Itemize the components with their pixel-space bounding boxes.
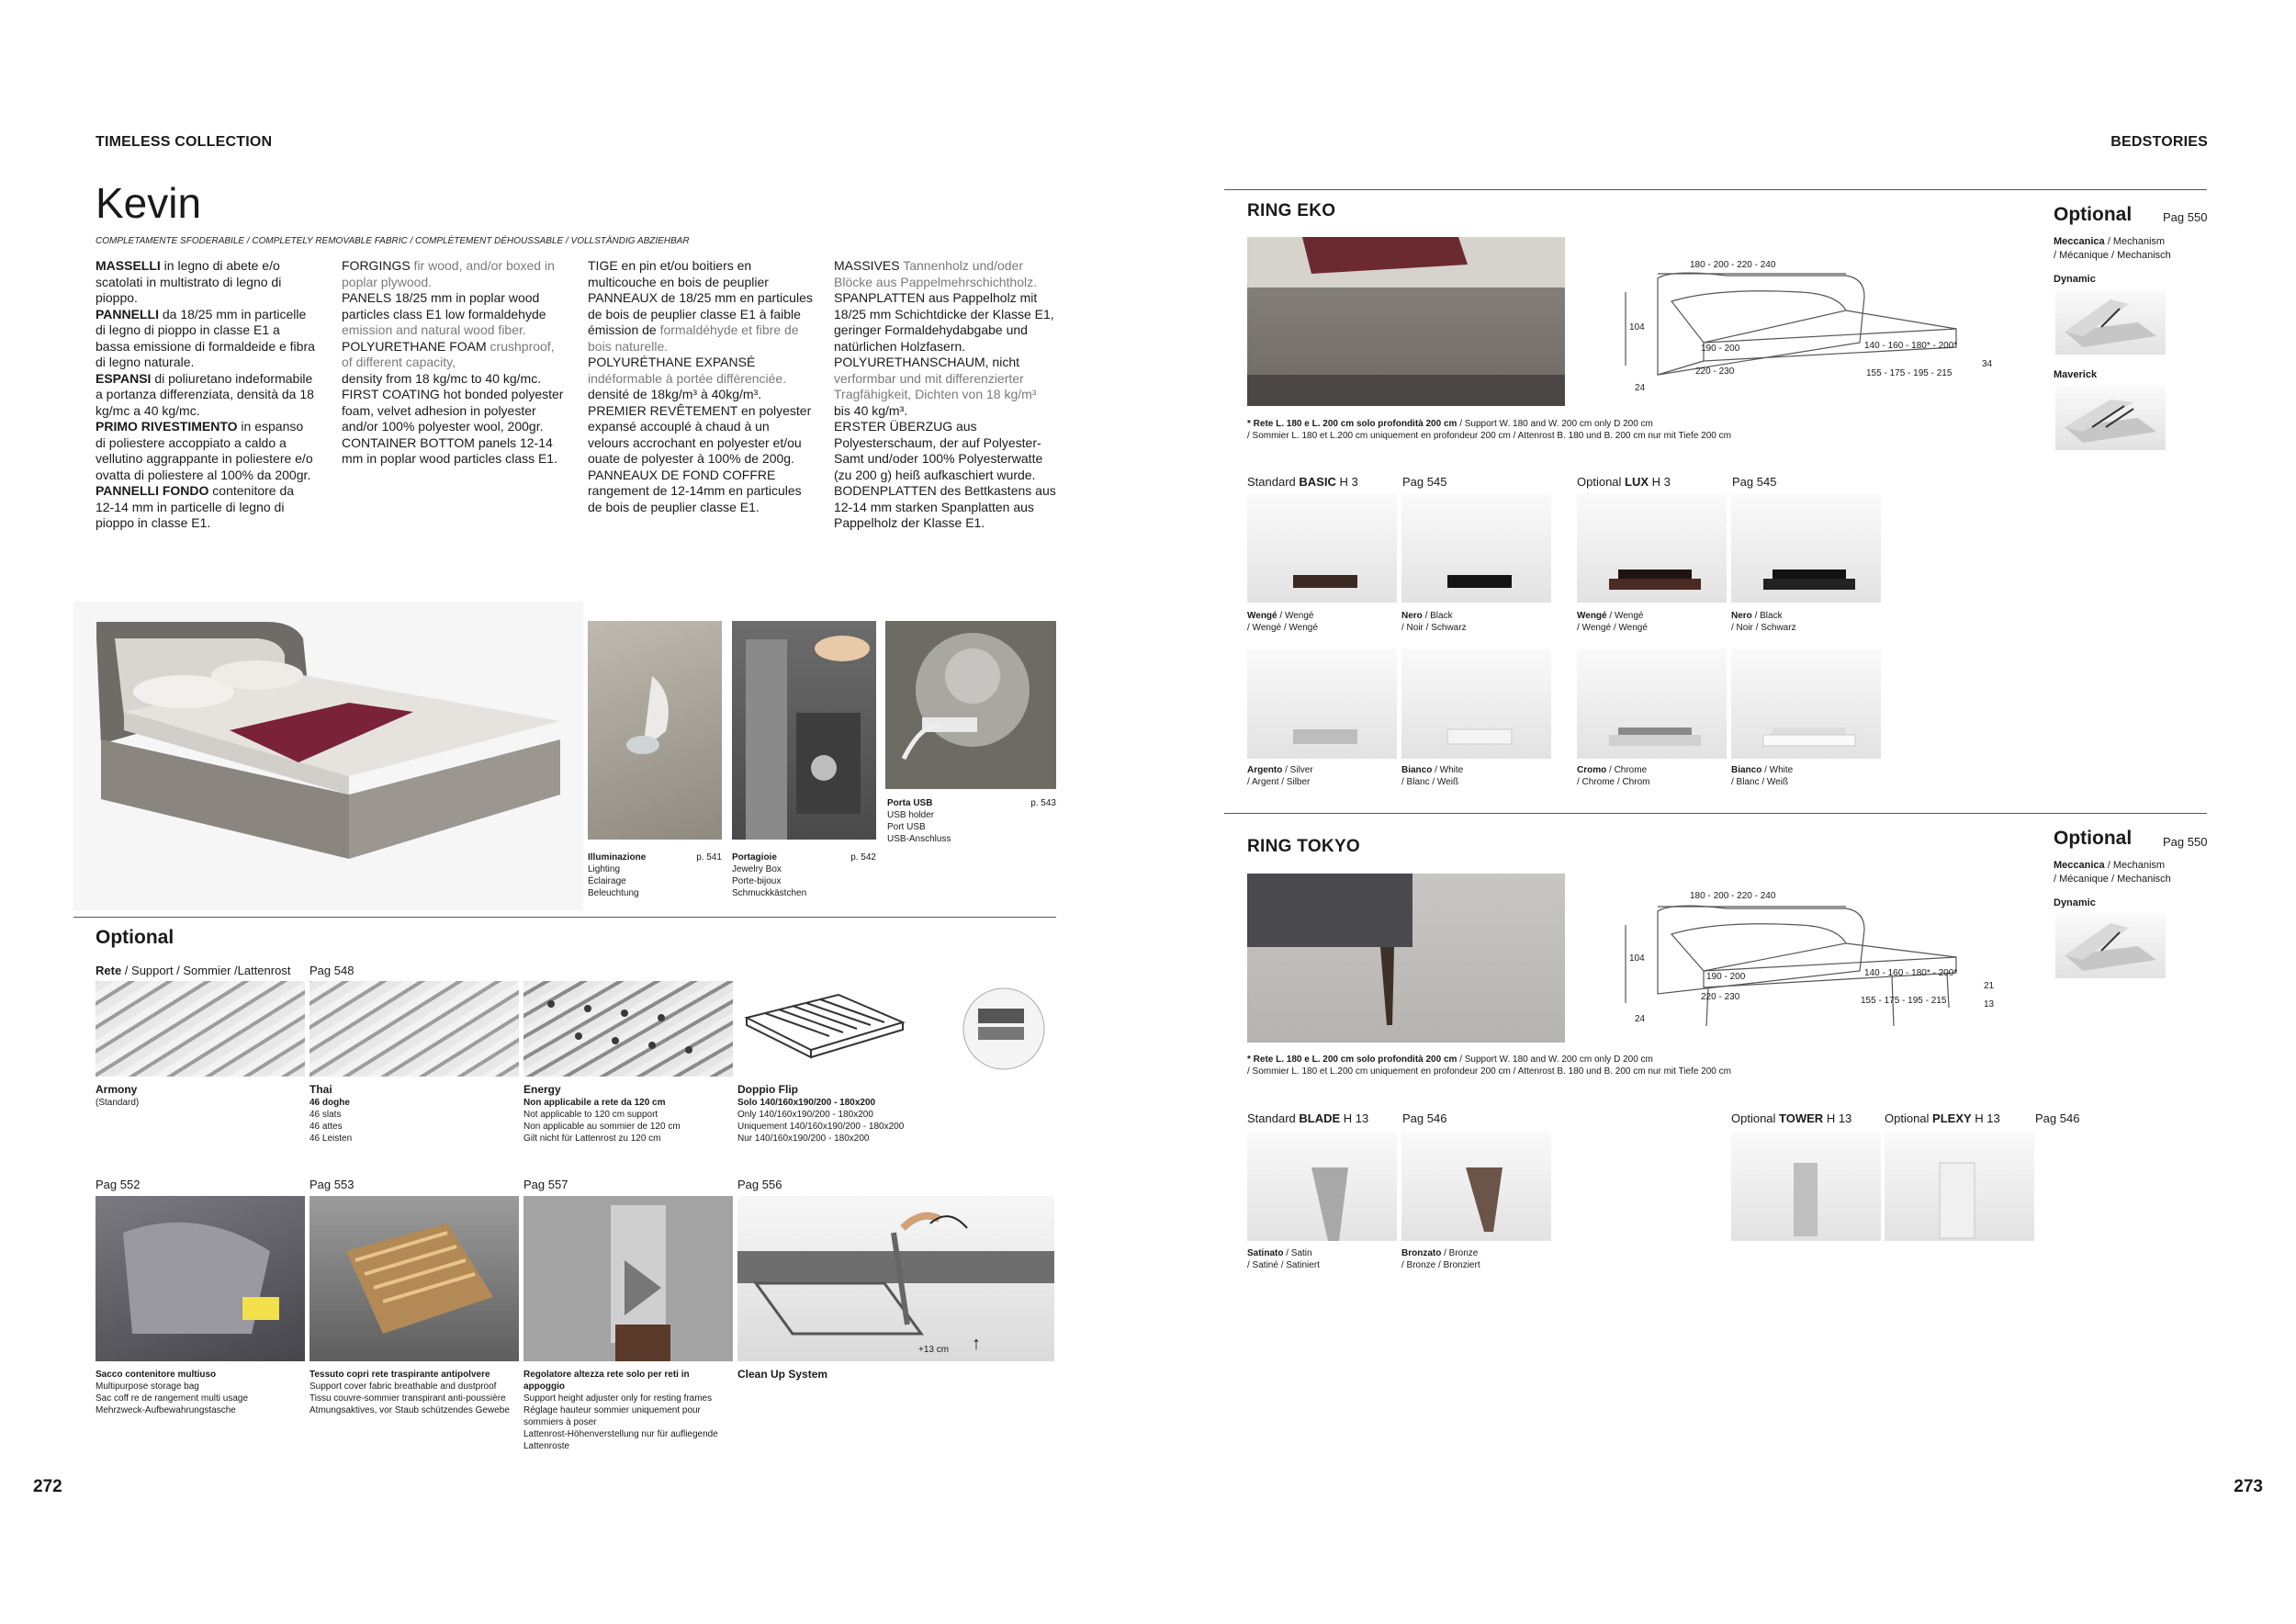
support-cover-photo (310, 1196, 519, 1361)
ring-eko-photo (1247, 237, 1565, 406)
tokyo-feet-standard-page: Pag 546 (1402, 1111, 1447, 1125)
tokyo-dim-inner: 190 - 200 (1706, 972, 1746, 982)
eko-dim-depth: 220 - 230 (1695, 367, 1735, 377)
height-adjuster-caption: Regolatore altezza rete solo per reti in appoggio Support height adjuster only for resting frames Réglage hauteur sommier uniquement pour sommiers à poser Lattenrost-Höhenverstellung nur für aufliegende Lattenroste (523, 1370, 718, 1451)
accessory-jewelry-caption: Portagioie p. 542 Jewelry Box Porte-bijoux Schmuckkästchen (732, 852, 876, 898)
rete-page: Pag 548 (310, 964, 355, 977)
clean-up-system-photo (737, 1196, 1054, 1361)
extra-cleanup-page: Pag 556 (737, 1178, 782, 1191)
foot-lux-chrome-image (1577, 648, 1727, 759)
spec-it-4: PANNELLI FONDO contenitore da 12-14 mm in particelle di legno di pioppo in classe E1. (96, 483, 295, 530)
mechanism-maverick-label: Maverick (2054, 369, 2098, 380)
foot-basic-silver-label: Argento / Silver / Argent / Silber (1247, 765, 1313, 787)
page-number-right: 273 (2234, 1477, 2263, 1496)
clean-up-height-label: +13 cm (918, 1345, 950, 1355)
accessory-usb-caption: Porta USB p. 543 USB holder Port USB USB-Anschluss (887, 798, 1056, 844)
ring-tokyo-divider (1224, 813, 2207, 814)
tokyo-mechanism-dynamic-label: Dynamic (2054, 897, 2096, 908)
foot-basic-silver-image (1247, 648, 1397, 759)
ring-eko-title: RING EKO (1247, 201, 1336, 220)
foot-lux-wenge-image (1577, 494, 1727, 603)
brand-label: BEDSTORIES (2110, 134, 2208, 150)
rete-armony-caption: Armony (Standard) (96, 1083, 140, 1108)
eko-dim-leg: 24 (1635, 383, 1646, 393)
eko-feet-optional-page: Pag 545 (1732, 475, 1777, 489)
foot-blade-satin-label: Satinato / Satin / Satiné / Satiniert (1247, 1248, 1320, 1270)
eko-feet-standard-label: Standard BASIC H 3 (1247, 475, 1358, 489)
foot-lux-black-image (1731, 494, 1881, 603)
jewelry-box-photo (732, 621, 876, 840)
tokyo-dim-leg: 24 (1635, 1014, 1646, 1024)
tokyo-feet-optional-page: Pag 546 (2035, 1111, 2080, 1125)
slat-thai-image (310, 981, 519, 1077)
foot-lux-black-label: Nero / Black / Noir / Schwarz (1731, 611, 1796, 633)
support-cover-caption: Tessuto copri rete traspirante antipolvere Support cover fabric breathable and dustproof Tissu couvre-sommier transpirant anti-poussière Atmungsaktives, vor Staub schützendes Gewebe (310, 1370, 510, 1415)
left-optional-title: Optional (96, 927, 174, 948)
storage-bag-caption: Sacco contenitore multiuso Multipurpose storage bag Sac coff re de rangement multi usage Mehrzweck-Aufbewahrungstasche (96, 1370, 249, 1415)
foot-blade-satin-image (1247, 1131, 1397, 1241)
eko-dim-top: 180 - 200 - 220 - 240 (1690, 260, 1776, 270)
foot-lux-white-image (1731, 648, 1881, 759)
storage-bag-photo (96, 1196, 305, 1361)
slat-energy-image (523, 981, 733, 1077)
rete-doppio-flip-caption: Doppio Flip Solo 140/160x190/200 - 180x200 Only 140/160x190/200 - 180x200 Uniquement 140/160x190/200 - 180x200 Nur 140/160x190/200 - 180x200 (737, 1083, 905, 1144)
foot-lux-chrome-label: Cromo / Chrome / Chrome / Chrom (1577, 765, 1650, 787)
spec-it-0: MASSELLI in legno di abete e/o scatolati in multistrato di legno di pioppo. (96, 258, 282, 305)
foot-basic-black-image (1401, 494, 1551, 603)
tokyo-feet-plexy-label: Optional PLEXY H 13 (1885, 1111, 2000, 1125)
foot-plexy-image (1885, 1131, 2034, 1241)
product-subtitle: COMPLETAMENTE SFODERABILE / COMPLETELY REMOVABLE FABRIC / COMPLÈTEMENT DÉHOUSSABLE / VOLLSTÄNDIG ABZIEHBAR (96, 236, 690, 246)
ring-eko-dimension-drawing (1616, 255, 2002, 393)
foot-basic-white-label: Bianco / White / Blanc / Weiß (1401, 765, 1464, 787)
rete-thai-caption: Thai 46 doghe 46 slats 46 attes 46 Leisten (310, 1083, 353, 1144)
ring-tokyo-photo (1247, 874, 1565, 1043)
extra-storage-page: Pag 552 (96, 1178, 141, 1191)
mechanism-maverick-image (2055, 386, 2166, 450)
tokyo-feet-tower-label: Optional TOWER H 13 (1731, 1111, 1852, 1125)
spec-it-1: PANNELLI da 18/25 mm in particelle di legno di pioppo in classe E1 a bassa emissione di formaldeide e fibra di legno naturale. (96, 306, 315, 369)
kevin-bed-photo (73, 602, 583, 910)
arrow-up-icon: ↑ (972, 1334, 981, 1354)
ring-tokyo-title: RING TOKYO (1247, 837, 1360, 856)
spec-it-2: ESPANSI di poliuretano indeformabile a portanza differenziata, densità da 18 kg/mc a 40 kg/mc. (96, 370, 314, 418)
specs-italian (96, 258, 316, 532)
height-adjuster-photo (523, 1196, 733, 1361)
foot-blade-bronze-label: Bronzato / Bronze / Bronze / Bronziert (1401, 1248, 1480, 1270)
ring-tokyo-dimension-drawing (1616, 888, 2002, 1035)
ring-eko-optional-page: Pag 550 (2163, 210, 2208, 224)
page-number-left: 272 (33, 1477, 62, 1496)
ring-eko-optional: Optional (2054, 204, 2133, 225)
foot-lux-wenge-label: Wengé / Wengé / Wengé / Wengé (1577, 611, 1648, 633)
eko-feet-standard-page: Pag 545 (1402, 475, 1447, 489)
ring-eko-mechanism-label: Meccanica / Mechanism / Mécanique / Mechanisch (2054, 236, 2171, 261)
foot-basic-white-image (1401, 648, 1551, 759)
ring-tokyo-note: * Rete L. 180 e L. 200 cm solo profondità 200 cm / Support W. 180 and W. 200 cm only D 200 cm / Sommier L. 180 et L.200 cm uniquement en profondeur 200 cm / Attenrost B. 180 und B. 200 cm nur mit Tiefe 200 cm (1247, 1054, 1731, 1077)
foot-basic-wenge-label: Wengé / Wengé / Wengé / Wengé (1247, 611, 1318, 633)
mechanism-dynamic-image (2055, 290, 2166, 355)
eko-dim-side: 34 (1982, 359, 1993, 369)
tokyo-dim-top: 180 - 200 - 220 - 240 (1690, 891, 1776, 901)
ring-tokyo-optional: Optional (2054, 828, 2133, 849)
extra-adjuster-page: Pag 557 (523, 1178, 568, 1191)
tokyo-feet-standard-label: Standard BLADE H 13 (1247, 1111, 1369, 1125)
accessory-lighting-caption: Illuminazione p. 541 Lighting Éclairage Beleuchtung (588, 852, 722, 898)
lighting-photo (588, 621, 722, 840)
tokyo-dim-side-2: 13 (1984, 999, 1995, 1009)
ring-tokyo-mechanism-label: Meccanica / Mechanism / Mécanique / Mechanisch (2054, 860, 2171, 885)
specs-french: TIGE en pin et/ou boitiers en multicouche en bois de peuplier PANNEAUX de 18/25 mm en particules de bois de peuplier classe E1 à faible émission de formaldéhyde et fibre de bois naturelle. POLYURÉTHANE EXPANSÉ indéformable à portée différenciée. densité de 18kg/m³ à 40kg/m³. PREMIER REVÊTEMENT en polyester expansé accouplé à chaud à un velours accrochant en polyester et/ou ouate de polyester à 100% de 200g. PANNEAUX DE FOND COFFRE rangement de 12-14mm en particules de bois de peuplier classe E1. (588, 258, 813, 514)
tokyo-dim-bottom: 155 - 175 - 195 - 215 (1861, 996, 1947, 1006)
foot-basic-wenge-image (1247, 494, 1397, 603)
spec-it-3: PRIMO RIVESTIMENTO in espanso di poliestere accoppiato a caldo a vellutino aggrappante in poliestere e/o ovatta di poliestere al 100% da 200gr. (96, 419, 313, 482)
tokyo-mechanism-dynamic-image (2055, 914, 2166, 978)
ring-eko-note: * Rete L. 180 e L. 200 cm solo profondità 200 cm / Support W. 180 and W. 200 cm only D 200 cm / Sommier L. 180 et L.200 cm uniquement en profondeur 200 cm / Attenrost B. 180 und B. 200 cm nur mit Tiefe 200 cm (1247, 419, 1731, 441)
ring-tokyo-optional-page: Pag 550 (2163, 835, 2208, 849)
eko-dim-bottom: 155 - 175 - 195 - 215 (1866, 368, 1953, 378)
tokyo-dim-width: 140 - 160 - 180* - 200* (1864, 968, 1958, 978)
specs-english: FORGINGS fir wood, and/or boxed in poplar plywood. PANELS 18/25 mm in poplar wood particles class E1 low formaldehyde emission and natural wood fiber. POLYURETHANE FOAM crushproof, of different capacity, density from 18 kg/mc to 40 kg/mc. FIRST COATING hot bonded polyester foam, velvet adhesion in polyester and/or 100% polyester wool, 200gr. CONTAINER BOTTOM panels 12-14 mm in poplar wood particles class E1. (342, 258, 564, 466)
usb-holder-photo (885, 621, 1056, 789)
tokyo-dim-height: 104 (1629, 953, 1645, 964)
eko-dim-inner: 190 - 200 (1701, 344, 1740, 354)
rete-energy-caption: Energy Non applicabile a rete da 120 cm Not applicable to 120 cm support Non applicable au sommier de 120 cm Gilt nicht für Lattenrost zu 120 cm (523, 1083, 681, 1144)
eko-feet-optional-label: Optional LUX H 3 (1577, 475, 1671, 489)
extra-cover-page: Pag 553 (310, 1178, 355, 1191)
ring-eko-divider (1224, 189, 2207, 190)
clean-up-caption: Clean Up System (737, 1368, 828, 1381)
slat-doppio-flip-image (737, 981, 1054, 1077)
product-title: Kevin (96, 179, 202, 227)
eko-dim-width: 140 - 160 - 180* - 200* (1864, 341, 1958, 351)
foot-lux-white-label: Bianco / White / Blanc / Weiß (1731, 765, 1794, 787)
tokyo-dim-depth: 220 - 230 (1701, 992, 1740, 1002)
rete-label: Rete / Support / Sommier /Lattenrost (96, 964, 291, 977)
tokyo-dim-side-1: 21 (1984, 981, 1995, 991)
eko-dim-height: 104 (1629, 322, 1645, 333)
slat-armony-image (96, 981, 305, 1077)
foot-basic-black-label: Nero / Black / Noir / Schwarz (1401, 611, 1467, 633)
foot-blade-bronze-image (1401, 1131, 1551, 1241)
specs-german: MASSIVES Tannenholz und/oder Blöcke aus Pappelmehrschichtholz. SPANPLATTEN aus Pappelholz mit 18/25 mm Schichtdicke der Klasse E1, geringer Formaldehydabgabe und natürlichen Holzfasern. POLYURETHANSCHAUM, nicht verformbar und mit differenzierter Tragfähigkeit, Dichten von 18 kg/m³ bis 40 kg/m³. ERSTER ÜBERZUG aus Polyesterschaum, der auf Polyester-Samt und/oder 100% Polyesterwatte (zu 200 g) heiß aufkaschiert wurde. BODENPLATTEN des Bettkastens aus 12-14 mm starken Spanplatten aus Pappelholz der Klasse E1. (834, 258, 1056, 530)
collection-label: TIMELESS COLLECTION (96, 134, 273, 150)
mechanism-dynamic-label: Dynamic (2054, 274, 2096, 285)
left-optional-divider (73, 917, 1056, 918)
foot-tower-image (1731, 1131, 1881, 1241)
